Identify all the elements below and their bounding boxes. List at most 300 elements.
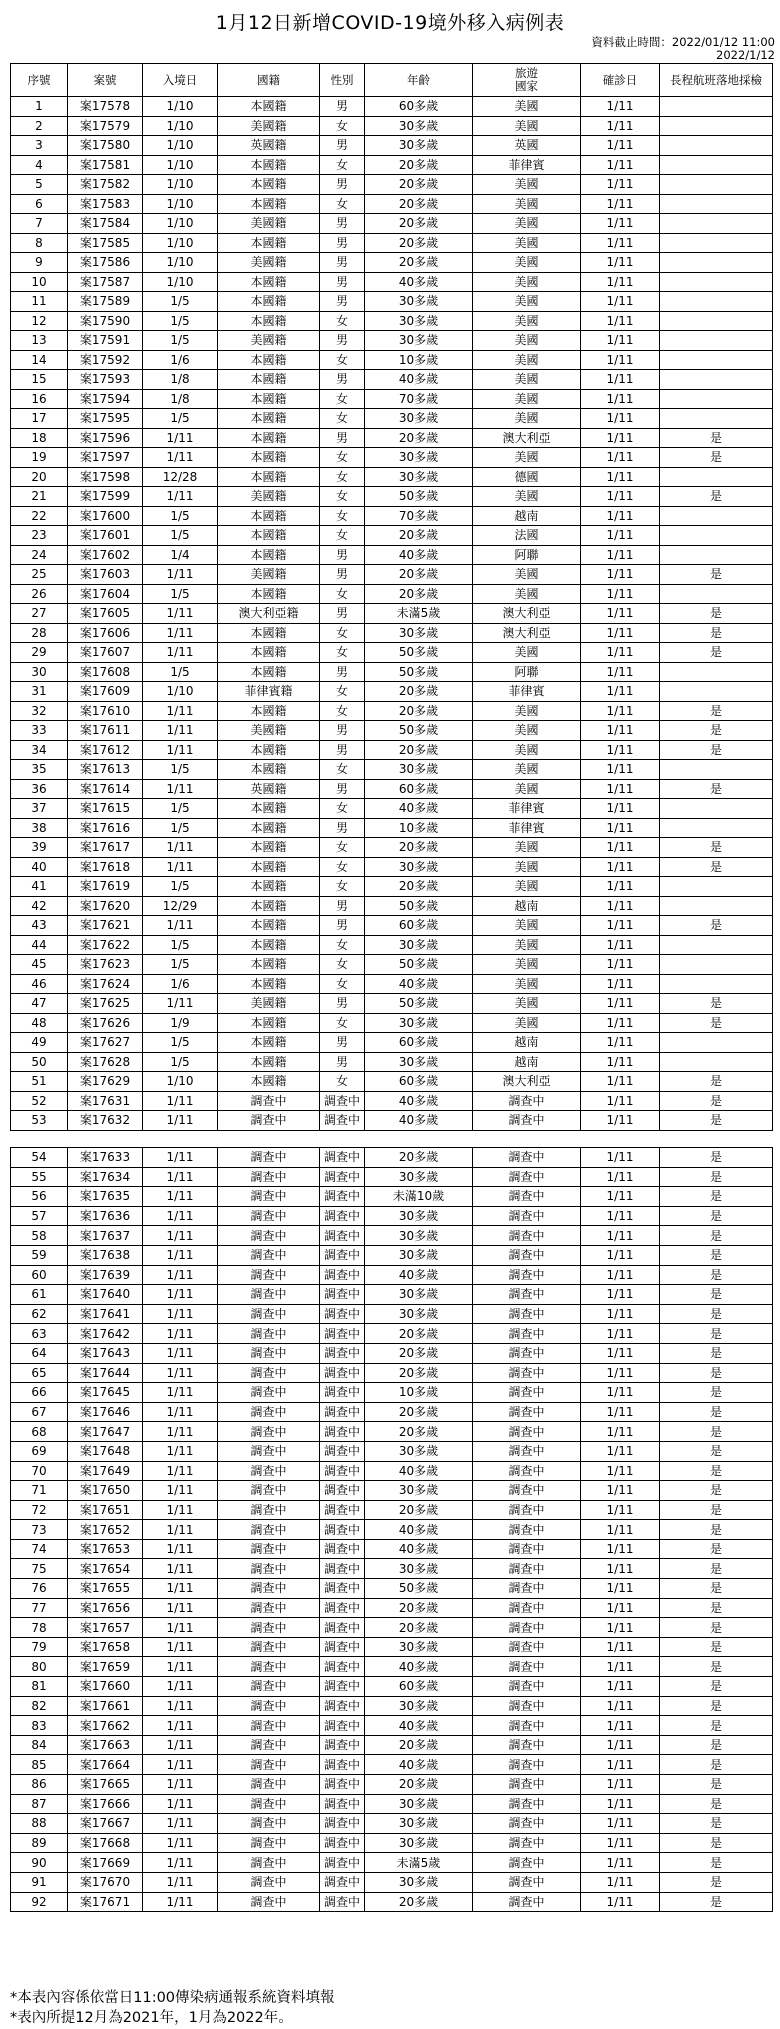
cell-gender: 男: [320, 214, 365, 234]
cell-travel-country: 美國: [473, 1013, 581, 1033]
cell-entry-date: 1/5: [143, 292, 218, 312]
cell-age: 20多歲: [365, 1500, 473, 1520]
cell-nationality: 調查中: [218, 1579, 320, 1599]
cell-entry-date: 1/11: [143, 1539, 218, 1559]
cell-gender: 女: [320, 1013, 365, 1033]
cell-entry-date: 1/11: [143, 1265, 218, 1285]
cell-travel-country: 美國: [473, 584, 581, 604]
cell-diagnosis-date: 1/11: [581, 1343, 660, 1363]
cell-aviation-test: 是: [660, 1775, 773, 1795]
cell-nationality: 調查中: [218, 1383, 320, 1403]
cell-aviation-test: [660, 955, 773, 975]
cell-aviation-test: 是: [660, 1696, 773, 1716]
cell-entry-date: 1/11: [143, 1111, 218, 1131]
cell-diagnosis-date: 1/11: [581, 1539, 660, 1559]
cell-case: 案17587: [68, 272, 143, 292]
cell-gender: 調查中: [320, 1441, 365, 1461]
cell-aviation-test: 是: [660, 1226, 773, 1246]
cell-diagnosis-date: 1/11: [581, 1520, 660, 1540]
cell-entry-date: 1/11: [143, 994, 218, 1014]
table-row: [11, 545, 773, 565]
cell-diagnosis-date: 1/11: [581, 896, 660, 916]
header-entry-date: 入境日: [143, 64, 218, 97]
table-row: [11, 1735, 773, 1755]
cell-diagnosis-date: 1/11: [581, 467, 660, 487]
cell-entry-date: 1/11: [143, 565, 218, 585]
cell-aviation-test: 是: [660, 1304, 773, 1324]
cell-seq: 23: [11, 526, 68, 546]
cell-aviation-test: [660, 370, 773, 390]
cell-diagnosis-date: 1/11: [581, 116, 660, 136]
table-row: [11, 1814, 773, 1834]
cell-travel-country: 調查中: [473, 1598, 581, 1618]
cell-age: 30多歲: [365, 1794, 473, 1814]
cell-travel-country: 調查中: [473, 1481, 581, 1501]
cell-seq: 2: [11, 116, 68, 136]
table-row: [11, 1481, 773, 1501]
cell-age: 30多歲: [365, 1559, 473, 1579]
table-row: [11, 1033, 773, 1053]
cell-aviation-test: [660, 896, 773, 916]
cell-aviation-test: 是: [660, 1441, 773, 1461]
cell-case: 案17646: [68, 1402, 143, 1422]
cell-age: 30多歲: [365, 1245, 473, 1265]
cell-gender: 調查中: [320, 1559, 365, 1579]
table-row: [11, 662, 773, 682]
table-row: [11, 272, 773, 292]
cell-gender: 調查中: [320, 1755, 365, 1775]
cell-age: 20多歲: [365, 155, 473, 175]
table-row: [11, 1539, 773, 1559]
cell-seq: 35: [11, 760, 68, 780]
cell-seq: 52: [11, 1091, 68, 1111]
cell-case: 案17648: [68, 1441, 143, 1461]
cell-travel-country: 調查中: [473, 1206, 581, 1226]
cell-aviation-test: [660, 292, 773, 312]
cell-diagnosis-date: 1/11: [581, 1637, 660, 1657]
cell-seq: 74: [11, 1539, 68, 1559]
cell-travel-country: 調查中: [473, 1111, 581, 1131]
cell-nationality: 本國籍: [218, 409, 320, 429]
table-row: [11, 974, 773, 994]
cell-travel-country: 越南: [473, 896, 581, 916]
table-row: [11, 779, 773, 799]
cell-diagnosis-date: 1/11: [581, 1441, 660, 1461]
cell-aviation-test: [660, 545, 773, 565]
cell-gender: 調查中: [320, 1500, 365, 1520]
cases-table-part1: [10, 63, 773, 1131]
cell-travel-country: 調查中: [473, 1285, 581, 1305]
cell-age: 50多歲: [365, 643, 473, 663]
cell-gender: 女: [320, 194, 365, 214]
cell-entry-date: 1/5: [143, 799, 218, 819]
cell-travel-country: 阿聯: [473, 545, 581, 565]
cell-age: 30多歲: [365, 311, 473, 331]
cell-case: 案17601: [68, 526, 143, 546]
cell-travel-country: 調查中: [473, 1637, 581, 1657]
table-row: [11, 506, 773, 526]
cell-travel-country: 美國: [473, 311, 581, 331]
cell-nationality: 本國籍: [218, 896, 320, 916]
cell-seq: 80: [11, 1657, 68, 1677]
cell-age: 30多歲: [365, 1872, 473, 1892]
cell-nationality: 本國籍: [218, 233, 320, 253]
cell-travel-country: 美國: [473, 974, 581, 994]
cell-entry-date: 1/11: [143, 1716, 218, 1736]
cell-entry-date: 1/11: [143, 1324, 218, 1344]
cell-seq: 69: [11, 1441, 68, 1461]
table-row: [11, 1245, 773, 1265]
cell-travel-country: 美國: [473, 214, 581, 234]
cell-entry-date: 1/11: [143, 1833, 218, 1853]
cell-gender: 女: [320, 487, 365, 507]
cell-age: 30多歲: [365, 1167, 473, 1187]
cell-seq: 6: [11, 194, 68, 214]
cell-diagnosis-date: 1/11: [581, 1402, 660, 1422]
cell-nationality: 美國籍: [218, 331, 320, 351]
cell-gender: 女: [320, 877, 365, 897]
table-row: [11, 253, 773, 273]
cell-seq: 44: [11, 935, 68, 955]
cell-seq: 84: [11, 1735, 68, 1755]
cell-case: 案17652: [68, 1520, 143, 1540]
cell-seq: 66: [11, 1383, 68, 1403]
cell-age: 50多歲: [365, 955, 473, 975]
cell-nationality: 調查中: [218, 1677, 320, 1697]
cell-age: 50多歲: [365, 1579, 473, 1599]
cell-entry-date: 1/11: [143, 1167, 218, 1187]
cell-nationality: 調查中: [218, 1226, 320, 1246]
table-row: [11, 467, 773, 487]
cell-seq: 34: [11, 740, 68, 760]
cell-entry-date: 1/11: [143, 1853, 218, 1873]
cell-entry-date: 1/11: [143, 643, 218, 663]
cell-gender: 男: [320, 545, 365, 565]
cell-seq: 31: [11, 682, 68, 702]
table-row: [11, 1091, 773, 1111]
cell-entry-date: 1/11: [143, 1285, 218, 1305]
cell-travel-country: 調查中: [473, 1304, 581, 1324]
cell-case: 案17656: [68, 1598, 143, 1618]
cell-nationality: 本國籍: [218, 1013, 320, 1033]
cell-seq: 64: [11, 1343, 68, 1363]
cell-diagnosis-date: 1/11: [581, 272, 660, 292]
table-row: [11, 1167, 773, 1187]
cell-case: 案17642: [68, 1324, 143, 1344]
cell-nationality: 調查中: [218, 1794, 320, 1814]
cell-entry-date: 1/10: [143, 194, 218, 214]
cell-age: 20多歲: [365, 1148, 473, 1168]
cell-entry-date: 1/11: [143, 487, 218, 507]
cell-case: 案17580: [68, 136, 143, 156]
cell-gender: 女: [320, 448, 365, 468]
cell-diagnosis-date: 1/11: [581, 1206, 660, 1226]
cell-entry-date: 1/11: [143, 1091, 218, 1111]
cell-case: 案17638: [68, 1245, 143, 1265]
table-row: [11, 1696, 773, 1716]
cell-gender: 女: [320, 506, 365, 526]
cell-nationality: 美國籍: [218, 565, 320, 585]
cell-case: 案17604: [68, 584, 143, 604]
cell-travel-country: 美國: [473, 370, 581, 390]
cell-age: 未滿5歲: [365, 604, 473, 624]
cell-seq: 87: [11, 1794, 68, 1814]
table-row: [11, 487, 773, 507]
table-row: [11, 175, 773, 195]
cell-case: 案17627: [68, 1033, 143, 1053]
cell-diagnosis-date: 1/11: [581, 331, 660, 351]
table-row: [11, 1187, 773, 1207]
cell-gender: 女: [320, 623, 365, 643]
cell-aviation-test: 是: [660, 623, 773, 643]
cell-diagnosis-date: 1/11: [581, 799, 660, 819]
table-row: [11, 1052, 773, 1072]
cell-travel-country: 美國: [473, 643, 581, 663]
cell-travel-country: 調查中: [473, 1579, 581, 1599]
cell-case: 案17654: [68, 1559, 143, 1579]
cell-case: 案17578: [68, 97, 143, 117]
header-row: [11, 64, 773, 97]
cell-gender: 調查中: [320, 1481, 365, 1501]
cell-seq: 88: [11, 1814, 68, 1834]
cell-age: 30多歲: [365, 292, 473, 312]
cell-diagnosis-date: 1/11: [581, 955, 660, 975]
cell-aviation-test: [660, 233, 773, 253]
cell-entry-date: 1/4: [143, 545, 218, 565]
table-row: [11, 1520, 773, 1540]
header-aviation-test: 長程航班落地採檢: [660, 64, 773, 97]
cell-travel-country: 調查中: [473, 1539, 581, 1559]
cell-diagnosis-date: 1/11: [581, 623, 660, 643]
cell-seq: 37: [11, 799, 68, 819]
cell-seq: 24: [11, 545, 68, 565]
cell-travel-country: 調查中: [473, 1343, 581, 1363]
cell-gender: 調查中: [320, 1324, 365, 1344]
cell-diagnosis-date: 1/11: [581, 233, 660, 253]
cell-nationality: 本國籍: [218, 974, 320, 994]
cell-case: 案17597: [68, 448, 143, 468]
cell-aviation-test: [660, 194, 773, 214]
cell-gender: 調查中: [320, 1872, 365, 1892]
cell-travel-country: 美國: [473, 194, 581, 214]
cell-seq: 17: [11, 409, 68, 429]
cell-entry-date: 1/10: [143, 1072, 218, 1092]
cell-case: 案17592: [68, 350, 143, 370]
cell-travel-country: 美國: [473, 448, 581, 468]
cell-entry-date: 1/11: [143, 1304, 218, 1324]
cell-travel-country: 澳大利亞: [473, 428, 581, 448]
cell-nationality: 調查中: [218, 1892, 320, 1912]
cell-gender: 男: [320, 175, 365, 195]
cell-diagnosis-date: 1/11: [581, 428, 660, 448]
cell-gender: 女: [320, 350, 365, 370]
cell-gender: 男: [320, 604, 365, 624]
cell-nationality: 調查中: [218, 1167, 320, 1187]
table-row: [11, 292, 773, 312]
cell-seq: 76: [11, 1579, 68, 1599]
cell-gender: 男: [320, 97, 365, 117]
cell-case: 案17628: [68, 1052, 143, 1072]
cell-nationality: 調查中: [218, 1245, 320, 1265]
cell-gender: 男: [320, 565, 365, 585]
cell-nationality: 本國籍: [218, 506, 320, 526]
cell-nationality: 英國籍: [218, 136, 320, 156]
cell-aviation-test: [660, 818, 773, 838]
cell-travel-country: 調查中: [473, 1167, 581, 1187]
cell-diagnosis-date: 1/11: [581, 1500, 660, 1520]
cell-entry-date: 1/11: [143, 1148, 218, 1168]
cell-diagnosis-date: 1/11: [581, 1735, 660, 1755]
cell-case: 案17662: [68, 1716, 143, 1736]
cell-entry-date: 1/5: [143, 1052, 218, 1072]
table-row: [11, 1363, 773, 1383]
cell-entry-date: 1/10: [143, 175, 218, 195]
table-row: [11, 877, 773, 897]
cell-age: 20多歲: [365, 233, 473, 253]
cell-nationality: 調查中: [218, 1696, 320, 1716]
cell-nationality: 本國籍: [218, 838, 320, 858]
table-row: [11, 1324, 773, 1344]
cell-travel-country: 調查中: [473, 1324, 581, 1344]
cell-case: 案17651: [68, 1500, 143, 1520]
cases-table-part2: [10, 1147, 773, 1912]
cell-seq: 73: [11, 1520, 68, 1540]
cell-seq: 50: [11, 1052, 68, 1072]
cell-gender: 調查中: [320, 1696, 365, 1716]
table-row: [11, 428, 773, 448]
cell-diagnosis-date: 1/11: [581, 584, 660, 604]
cell-diagnosis-date: 1/11: [581, 1324, 660, 1344]
table-row: [11, 409, 773, 429]
cell-seq: 33: [11, 721, 68, 741]
cell-aviation-test: 是: [660, 1111, 773, 1131]
cell-aviation-test: [660, 760, 773, 780]
data-cutoff-time: 資料截止時間：2022/01/12 11:00: [591, 35, 775, 49]
cell-case: 案17650: [68, 1481, 143, 1501]
cell-nationality: 調查中: [218, 1559, 320, 1579]
cell-seq: 25: [11, 565, 68, 585]
cell-nationality: 調查中: [218, 1402, 320, 1422]
cell-gender: 調查中: [320, 1206, 365, 1226]
cell-aviation-test: 是: [660, 1755, 773, 1775]
cell-seq: 20: [11, 467, 68, 487]
cell-entry-date: 1/10: [143, 253, 218, 273]
cell-aviation-test: [660, 253, 773, 273]
cell-aviation-test: [660, 974, 773, 994]
cell-case: 案17609: [68, 682, 143, 702]
cell-case: 案17660: [68, 1677, 143, 1697]
cell-diagnosis-date: 1/11: [581, 545, 660, 565]
cell-seq: 11: [11, 292, 68, 312]
cell-nationality: 美國籍: [218, 994, 320, 1014]
cell-case: 案17668: [68, 1833, 143, 1853]
cell-diagnosis-date: 1/11: [581, 311, 660, 331]
cell-travel-country: 調查中: [473, 1402, 581, 1422]
cell-gender: 調查中: [320, 1598, 365, 1618]
cell-case: 案17600: [68, 506, 143, 526]
cell-aviation-test: 是: [660, 1245, 773, 1265]
cell-case: 案17583: [68, 194, 143, 214]
cell-seq: 18: [11, 428, 68, 448]
cell-nationality: 本國籍: [218, 350, 320, 370]
table-row: [11, 584, 773, 604]
cell-age: 40多歲: [365, 1091, 473, 1111]
cell-seq: 38: [11, 818, 68, 838]
cell-nationality: 英國籍: [218, 779, 320, 799]
cell-aviation-test: 是: [660, 779, 773, 799]
cell-gender: 調查中: [320, 1735, 365, 1755]
cell-age: 20多歲: [365, 428, 473, 448]
cell-nationality: 調查中: [218, 1206, 320, 1226]
cell-gender: 男: [320, 233, 365, 253]
cell-diagnosis-date: 1/11: [581, 1853, 660, 1873]
table-row: [11, 1716, 773, 1736]
cell-case: 案17607: [68, 643, 143, 663]
cell-travel-country: 美國: [473, 175, 581, 195]
cell-seq: 55: [11, 1167, 68, 1187]
cell-seq: 53: [11, 1111, 68, 1131]
cell-travel-country: 美國: [473, 721, 581, 741]
cell-aviation-test: 是: [660, 1013, 773, 1033]
cell-travel-country: 阿聯: [473, 662, 581, 682]
cell-gender: 男: [320, 662, 365, 682]
cell-entry-date: 1/11: [143, 1383, 218, 1403]
table-row: [11, 1148, 773, 1168]
cell-travel-country: 調查中: [473, 1187, 581, 1207]
cell-gender: 調查中: [320, 1716, 365, 1736]
cell-entry-date: 1/8: [143, 370, 218, 390]
cell-entry-date: 1/10: [143, 136, 218, 156]
cell-entry-date: 1/11: [143, 857, 218, 877]
cell-seq: 26: [11, 584, 68, 604]
cell-diagnosis-date: 1/11: [581, 1677, 660, 1697]
cell-seq: 78: [11, 1618, 68, 1638]
cell-diagnosis-date: 1/11: [581, 1872, 660, 1892]
cell-age: 20多歲: [365, 175, 473, 195]
cell-aviation-test: 是: [660, 1794, 773, 1814]
cell-travel-country: 英國: [473, 136, 581, 156]
cell-travel-country: 調查中: [473, 1500, 581, 1520]
cell-case: 案17618: [68, 857, 143, 877]
cell-nationality: 調查中: [218, 1598, 320, 1618]
cell-age: 20多歲: [365, 1324, 473, 1344]
cell-seq: 3: [11, 136, 68, 156]
cell-seq: 39: [11, 838, 68, 858]
cell-seq: 46: [11, 974, 68, 994]
cell-case: 案17655: [68, 1579, 143, 1599]
cell-seq: 15: [11, 370, 68, 390]
cell-travel-country: 調查中: [473, 1677, 581, 1697]
cell-age: 30多歲: [365, 760, 473, 780]
table-row: [11, 604, 773, 624]
cell-diagnosis-date: 1/11: [581, 409, 660, 429]
cell-entry-date: 12/29: [143, 896, 218, 916]
cell-age: 30多歲: [365, 136, 473, 156]
cell-case: 案17608: [68, 662, 143, 682]
cell-case: 案17610: [68, 701, 143, 721]
cell-age: 60多歲: [365, 1033, 473, 1053]
cases-body-part2: [11, 1148, 773, 1912]
cell-seq: 29: [11, 643, 68, 663]
cell-case: 案17629: [68, 1072, 143, 1092]
cell-case: 案17661: [68, 1696, 143, 1716]
cell-diagnosis-date: 1/11: [581, 1265, 660, 1285]
cell-case: 案17599: [68, 487, 143, 507]
cell-case: 案17632: [68, 1111, 143, 1131]
cell-case: 案17584: [68, 214, 143, 234]
cell-entry-date: 1/11: [143, 1481, 218, 1501]
cell-travel-country: 菲律賓: [473, 155, 581, 175]
